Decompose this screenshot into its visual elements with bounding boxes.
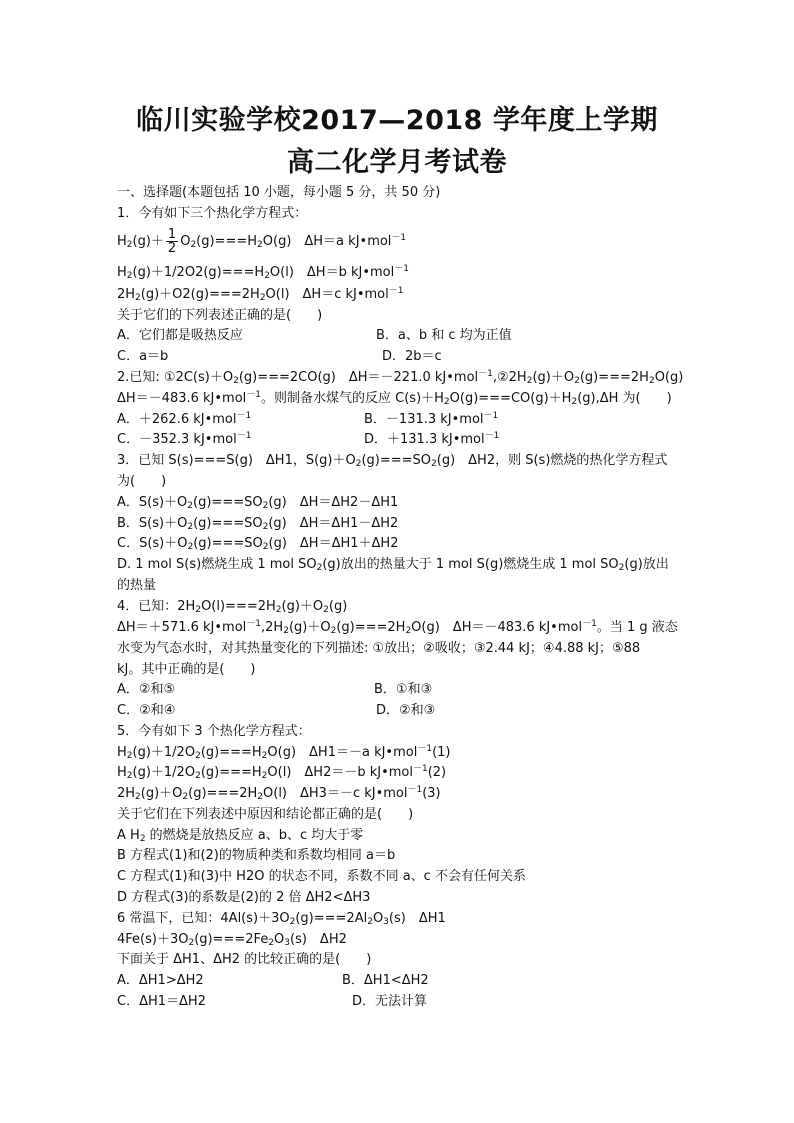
q2-line-1: 2.已知: $①2C(s)+O_2(g)===2CO(g)$ ΔH＝－221.0 $kJ•mol^{-1},②2H_2(g)+O_2(g)===2H_2O(g)$ [117, 369, 684, 386]
q5-equation-2: $H_2(g)+1/2O_2(g)===H_2O(l)$ ΔH2＝－b kJ•mol$^{-1}$(2) [117, 764, 447, 781]
exam-title-line1: 临川实验学校2017—2018 学年度上学期 [136, 105, 658, 136]
q4-line-1: 4．已知：$2H_2O(l)===2H_2(g)+O_2(g)$ [117, 599, 348, 615]
q1-equation-1: $H_2(g)+$ $\frac{1}{2}$ $O_2(g)===H_2O(g)$ ΔH＝a kJ•mol$^{-1}$ [117, 227, 407, 256]
q3-option-c: C．$S(s)+O_2(g)===SO_2(g)$ ΔH＝ΔH1＋ΔH2 [117, 536, 399, 552]
q4-option-d: D．②和③ [376, 703, 436, 718]
q1-option-b: B．a、b 和 c 均为正值 [376, 328, 512, 343]
q5-equation-3: $2H_2(g)+O_2(g)===2H_2O(l)$ ΔH3＝－c kJ•mol$^{-1}$(3) [117, 785, 441, 802]
q1-stem: 1．今有如下三个热化学方程式： [117, 206, 308, 221]
q5-option-c: C 方程式(1)和(3)中 H2O 的状态不同，系数不同 a、c 不会有任何关系 [117, 869, 526, 884]
q6-line-1: 6 常温下，已知：$4Al(s)+3O_2(g)===2Al_2O_3(s)$ ΔH1 [117, 911, 446, 927]
q5-option-d: D 方程式(3)的系数是(2)的 2 倍 ΔH2<ΔH3 [117, 890, 371, 905]
q4-option-b: B．①和③ [374, 682, 433, 697]
q1-question: 关于它们的下列表述正确的是( ) [117, 308, 323, 323]
section-heading: 一、选择题(本题包括 10 小题，每小题 5 分，共 50 分) [117, 185, 441, 200]
q6-option-c: C．ΔH1＝ΔH2 [117, 994, 206, 1009]
q6-option-b: B．ΔH1<ΔH2 [342, 973, 429, 988]
q6-question: 下面关于 ΔH1、ΔH2 的比较正确的是( ) [117, 952, 372, 967]
q5-question: 关于它们在下列表述中原因和结论都正确的是( ) [117, 807, 414, 822]
q3-option-d-line-2: 的热量 [117, 578, 157, 593]
q1-equation-3: $2H_2(g)+O2(g)===2H_2O(l)$ ΔH＝c kJ•mol$^{-1}$ [117, 286, 404, 303]
q6-option-a: A．ΔH1>ΔH2 [117, 973, 204, 988]
q1-equation-2: $H_2(g)+1/2O2(g)===H_2O(l)$ ΔH＝b kJ•mol$^{-1}$ [117, 264, 409, 281]
q2-option-b: B．－131.3 kJ•mol$^{-1}$ [364, 411, 499, 427]
q1-option-a: A．它们都是吸热反应 [117, 328, 243, 343]
q5-stem: 5．今有如下 3 个热化学方程式： [117, 724, 311, 739]
q6-line-2: $4Fe(s)+3O_2(g)===2Fe_2O_3(s)$ ΔH2 [117, 932, 347, 948]
q2-option-d: D．＋131.3 kJ•mol$^{-1}$ [364, 431, 500, 447]
q2-option-c: C．－352.3 kJ•mol$^{-1}$ [117, 431, 252, 447]
exam-title-line2: 高二化学月考试卷 [287, 147, 507, 178]
q5-equation-1: $H_2(g)+1/2O_2(g)===H_2O(g)$ ΔH1＝－a kJ•mol$^{-1}$(1) [117, 744, 451, 761]
q3-option-a: A．$S(s)+O_2(g)===SO_2(g)$ ΔH＝ΔH2－ΔH1 [117, 495, 399, 511]
q1-option-c: C．a＝b [117, 349, 169, 364]
q4-option-a: A．②和⑤ [117, 682, 176, 697]
q3-line-2: 为( ) [117, 474, 167, 489]
q3-option-d-line-1: D. 1 mol S(s)燃烧生成 1 mol $SO_2(g)$放出的热量大于 1 mol S(g)燃烧生成 1 mol $SO_2(g)$放出 [117, 557, 669, 573]
q6-option-d: D．无法计算 [352, 994, 428, 1009]
q4-line-4: kJ。其中正确的是( ) [117, 662, 256, 677]
q2-option-a: A．＋262.6 kJ•mol$^{-1}$ [117, 411, 252, 427]
q4-option-c: C．②和④ [117, 703, 176, 718]
q1-fraction: $\frac{1}{2}$ [167, 227, 177, 256]
q5-option-b: B 方程式(1)和(2)的物质种类和系数均相同 a＝b [117, 848, 396, 863]
q4-line-2: ΔH＝＋571.6 $kJ•mol^{-1},2H_2(g)+O_2(g)===2H_2O(g)$ ΔH＝－483.6 kJ•mol$^{-1}$。当 1 g 液态 [117, 619, 678, 636]
q5-option-a: A $H_2$ 的燃烧是放热反应 a、b、c 均大于零 [117, 828, 364, 844]
q4-line-3: 水变为气态水时，对其热量变化的下列描述: ①放出；②吸收；③2.44 kJ；④4.88 kJ；⑤88 [117, 641, 641, 656]
q3-line-1: 3．已知 S(s)===S(g) ΔH1，$S(g)+O_2(g)===SO_2(g)$ ΔH2，则 S(s)燃烧的热化学方程式 [117, 453, 668, 469]
q1-option-d: D．2b＝c [382, 349, 442, 364]
q3-option-b: B．$S(s)+O_2(g)===SO_2(g)$ ΔH＝ΔH1－ΔH2 [117, 516, 399, 532]
q2-line-2: ΔH＝－483.6 kJ•mol$^{-1}$。则制备水煤气的反应 $C(s)+H_2O(g)===CO(g)+H_2(g),\Delta H$ 为( ) [117, 390, 672, 407]
